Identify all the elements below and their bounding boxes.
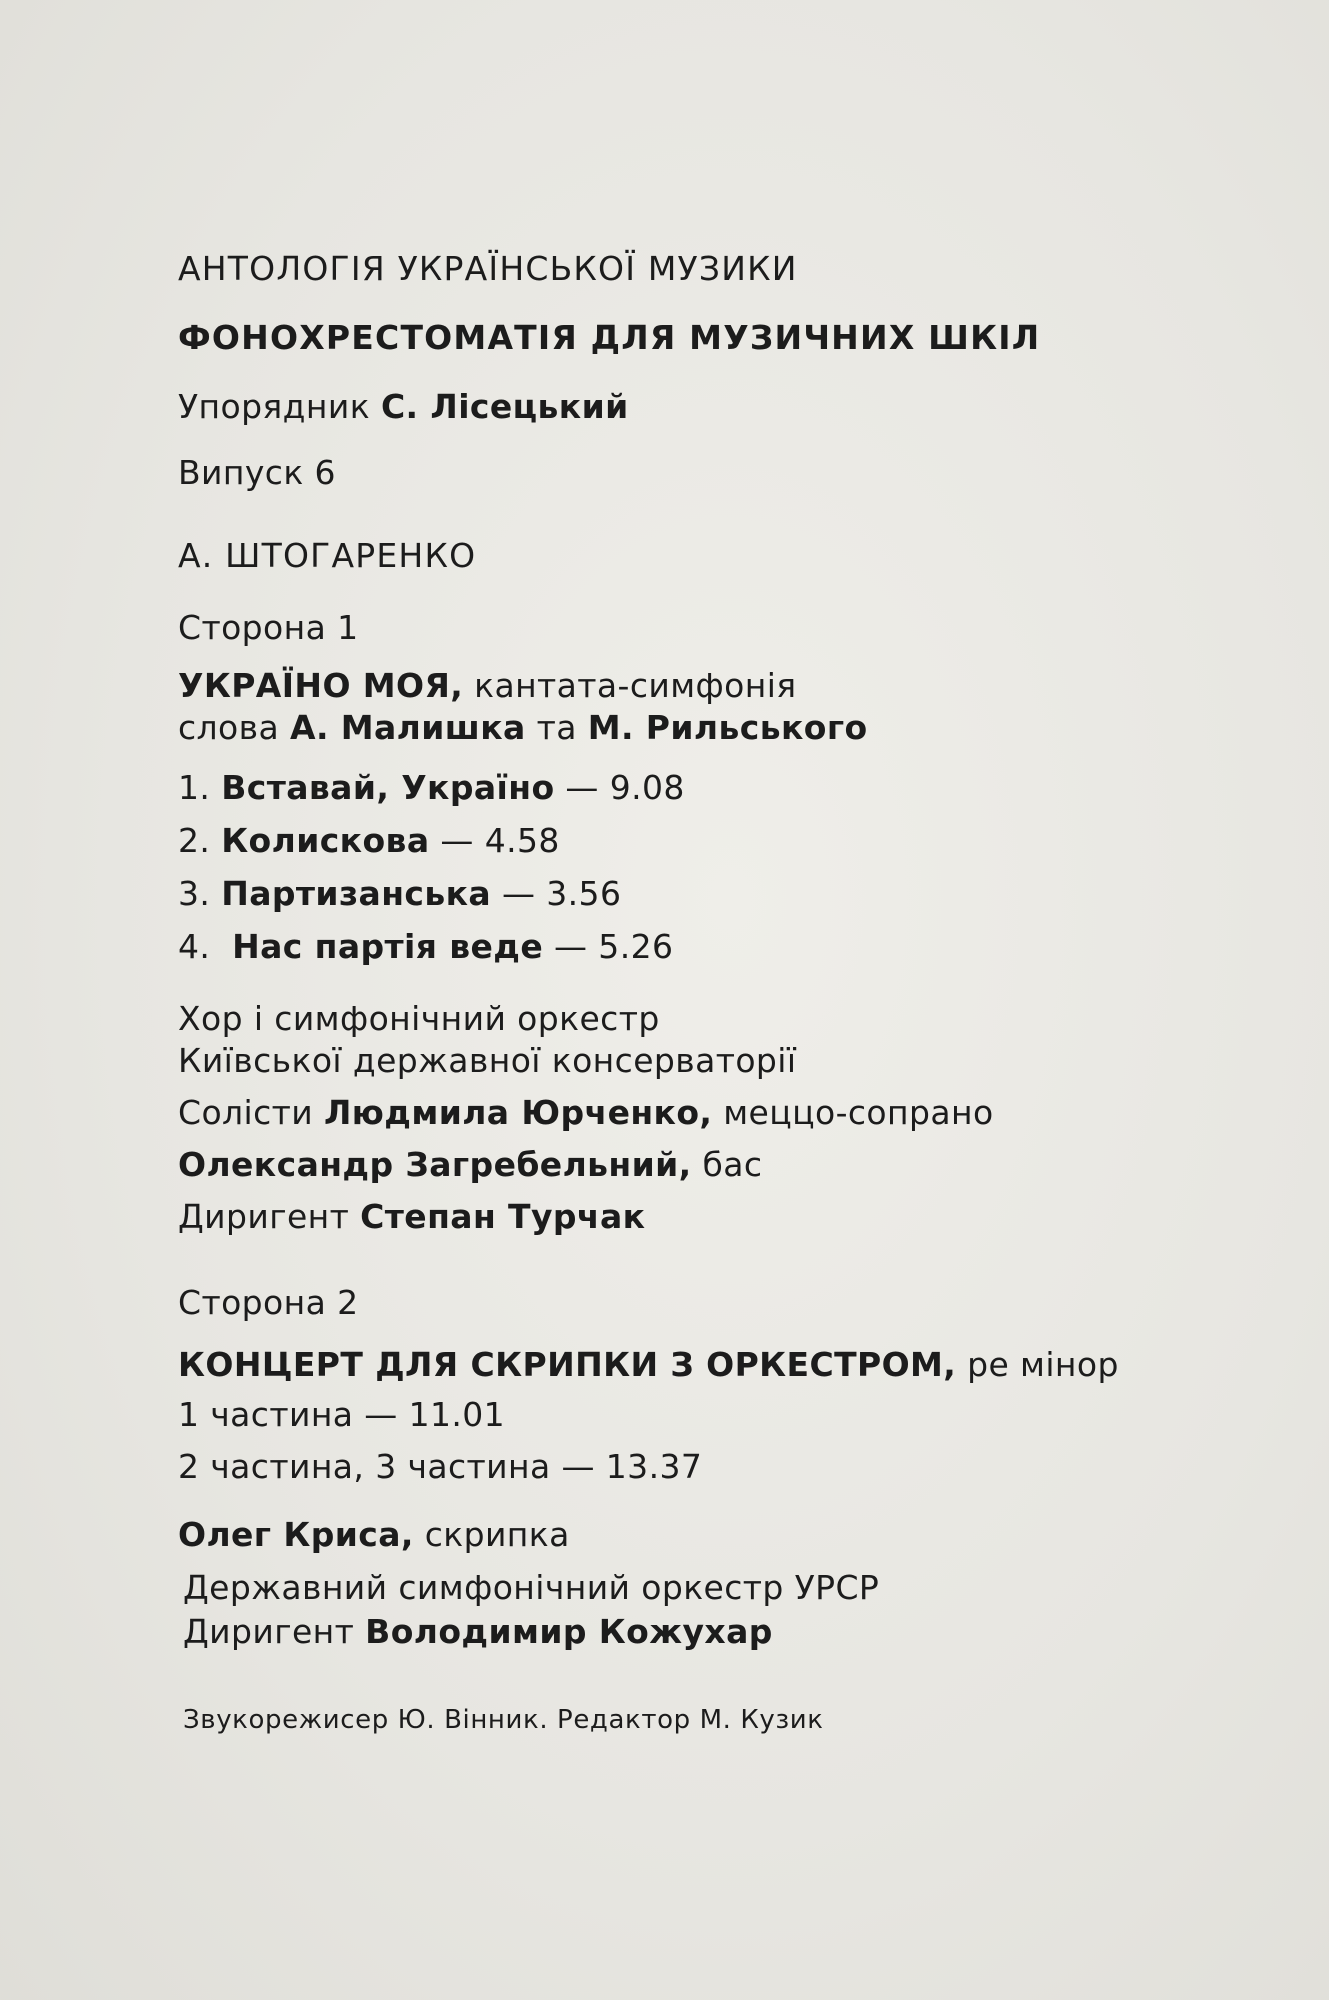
work-title: УКРАЇНО МОЯ,: [178, 666, 464, 705]
track-item: 1. Вставай, Україно — 9.08: [178, 768, 685, 807]
performers-line: Київської державної консерваторії: [178, 1041, 797, 1080]
soloists-line: Солісти Людмила Юрченко, меццо-сопрано: [178, 1093, 994, 1132]
track-item: 3. Партизанська — 3.56: [178, 874, 622, 913]
performers-line: Хор і симфонічний оркестр: [178, 999, 660, 1038]
work-genre: кантата-симфонія: [474, 666, 797, 705]
track-item: 4. Нас партія веде — 5.26: [178, 927, 674, 966]
orchestra-line: Державний симфонічний оркестр УРСР: [183, 1568, 880, 1607]
compiler-name: С. Лісецький: [380, 387, 629, 426]
compiler-line: [178, 387, 629, 427]
series-title: АНТОЛОГІЯ УКРАЇНСЬКОЇ МУЗИКИ: [178, 249, 798, 288]
conductor-line: Диригент Володимир Кожухар: [183, 1612, 773, 1651]
work-title: КОНЦЕРТ ДЛЯ СКРИПКИ З ОРКЕСТРОМ,: [178, 1345, 957, 1384]
soloist-line: Олег Криса, скрипка: [178, 1515, 570, 1554]
production-credits: Звукорежисер Ю. Вінник. Редактор М. Кузик: [183, 1705, 824, 1735]
issue-number: Випуск 6: [178, 453, 336, 492]
side-1-work-title: [178, 666, 797, 706]
composer-name: А. ШТОГАРЕНКО: [178, 536, 477, 575]
side-1-lyrics-credit: слова А. Малишка та М. Рильського: [178, 708, 868, 747]
movement-item: 2 частина, 3 частина — 13.37: [178, 1447, 703, 1486]
work-key: ре мінор: [967, 1345, 1119, 1384]
soloist-line: Олександр Загребельний, бас: [178, 1145, 763, 1184]
conductor-line: Диригент Степан Турчак: [178, 1197, 646, 1236]
side-2-heading: Сторона 2: [178, 1283, 359, 1322]
side-2-work-title: [178, 1345, 1119, 1385]
track-item: 2. Колискова — 4.58: [178, 821, 560, 860]
compiler-label: Упорядник: [178, 387, 371, 426]
collection-title: ФОНОХРЕСТОМАТІЯ ДЛЯ МУЗИЧНИХ ШКІЛ: [178, 318, 1041, 357]
movement-item: 1 частина — 11.01: [178, 1395, 506, 1434]
side-1-heading: Сторона 1: [178, 608, 359, 647]
